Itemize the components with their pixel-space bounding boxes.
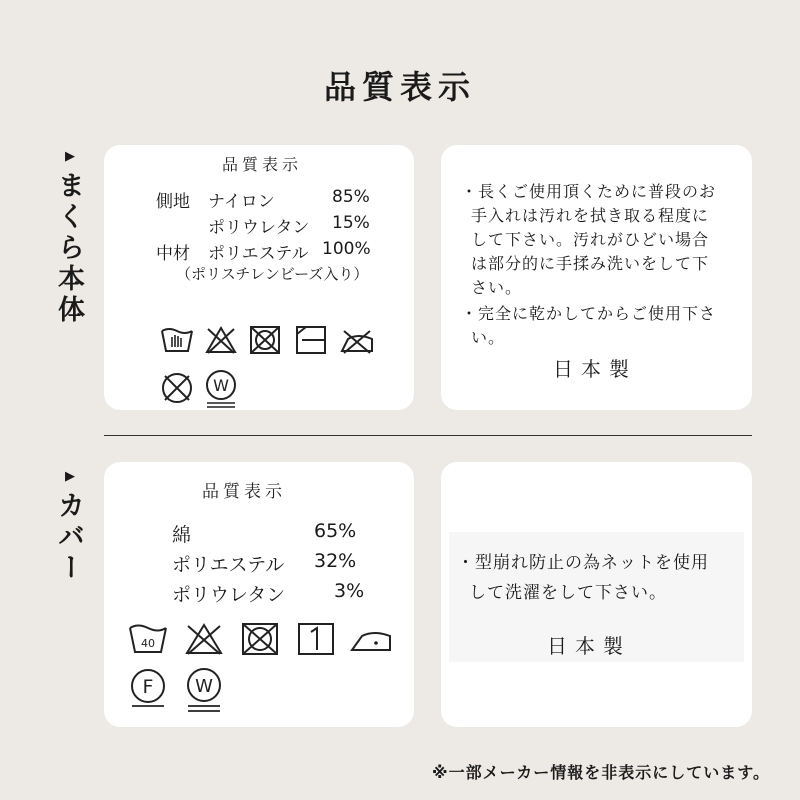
- made-in-label: 日本製: [553, 357, 637, 381]
- tag-row-percent: 15%: [332, 213, 370, 233]
- tag-row-material: ナイロン: [208, 192, 275, 212]
- tag-row-material: ポリウレタン: [208, 218, 310, 238]
- section-label-pillow: [52, 150, 84, 326]
- instruction-line: して洗濯をして下さい。: [469, 583, 667, 603]
- tag-row-material: ポリウレタン: [172, 584, 286, 606]
- no-tumble-dry-icon: [248, 325, 282, 355]
- tag-row-material: 綿: [172, 524, 192, 546]
- tag-row-percent: 3%: [334, 580, 365, 602]
- wet-clean-icon: [184, 666, 224, 714]
- footnote: ※一部メーカー情報を非表示にしています。: [432, 763, 770, 782]
- instruction-line: して下さい。汚れがひどい場合: [471, 230, 710, 249]
- made-in-label: 日本製: [547, 634, 631, 658]
- hand-wash-icon: [160, 325, 194, 355]
- tag-heading: 品質表示: [202, 482, 286, 502]
- pillow-care-instructions-card: [441, 145, 752, 410]
- tag-row-part: 側地: [156, 192, 190, 212]
- instruction-line: さい。: [471, 278, 523, 297]
- dry-clean-f-icon: [128, 668, 168, 708]
- svg-text:40: 40: [141, 637, 155, 650]
- instruction-line: ・長くご使用頂くために普段のお: [461, 182, 717, 201]
- tag-row-percent: 65%: [314, 520, 357, 542]
- no-iron-icon: [338, 327, 376, 355]
- section-title-pillow: まくら本体: [53, 171, 84, 326]
- tag-heading: 品質表示: [222, 155, 303, 174]
- svg-text:F: F: [142, 676, 154, 698]
- triangle-marker-icon: ▶: [65, 469, 75, 484]
- instruction-line: ・完全に乾かしてからご使用下さ: [461, 304, 717, 323]
- tag-row-material: ポリエステル: [172, 554, 285, 576]
- line-dry-shade-icon: [294, 325, 328, 355]
- instruction-line: い。: [471, 328, 506, 347]
- cover-care-instructions-card: [441, 462, 752, 727]
- wet-clean-icon: [204, 369, 238, 409]
- section-divider: [104, 435, 752, 436]
- tag-row-percent: 100%: [322, 239, 371, 259]
- tag-row-material: ポリエステル: [208, 244, 309, 264]
- pillow-quality-tag-card: [104, 145, 414, 410]
- hang-dry-icon: [296, 622, 336, 656]
- section-label-cover: [52, 470, 84, 584]
- iron-low-icon: [348, 624, 394, 654]
- page-title: 品質表示: [323, 68, 476, 106]
- svg-text:W: W: [195, 676, 213, 697]
- tag-row-part: 中材: [156, 244, 190, 264]
- cover-quality-tag-card: [104, 462, 414, 727]
- no-bleach-icon: [204, 325, 238, 355]
- instruction-line: は部分的に手揉み洗いをして下: [471, 254, 710, 273]
- tag-note: （ポリスチレンビーズ入り）: [176, 265, 369, 283]
- instruction-line: 手入れは汚れを拭き取る程度に: [471, 206, 710, 225]
- no-tumble-dry-icon: [240, 622, 280, 656]
- triangle-marker-icon: ▶: [65, 149, 75, 164]
- section-title-cover: カバー: [53, 491, 84, 584]
- tag-row-percent: 32%: [314, 550, 357, 572]
- no-dry-clean-icon: [160, 371, 194, 405]
- wash-40-icon: [128, 622, 168, 656]
- svg-text:W: W: [213, 376, 229, 395]
- tag-row-percent: 85%: [332, 187, 370, 207]
- instruction-line: ・型崩れ防止の為ネットを使用: [457, 553, 709, 573]
- no-bleach-icon: [184, 622, 224, 656]
